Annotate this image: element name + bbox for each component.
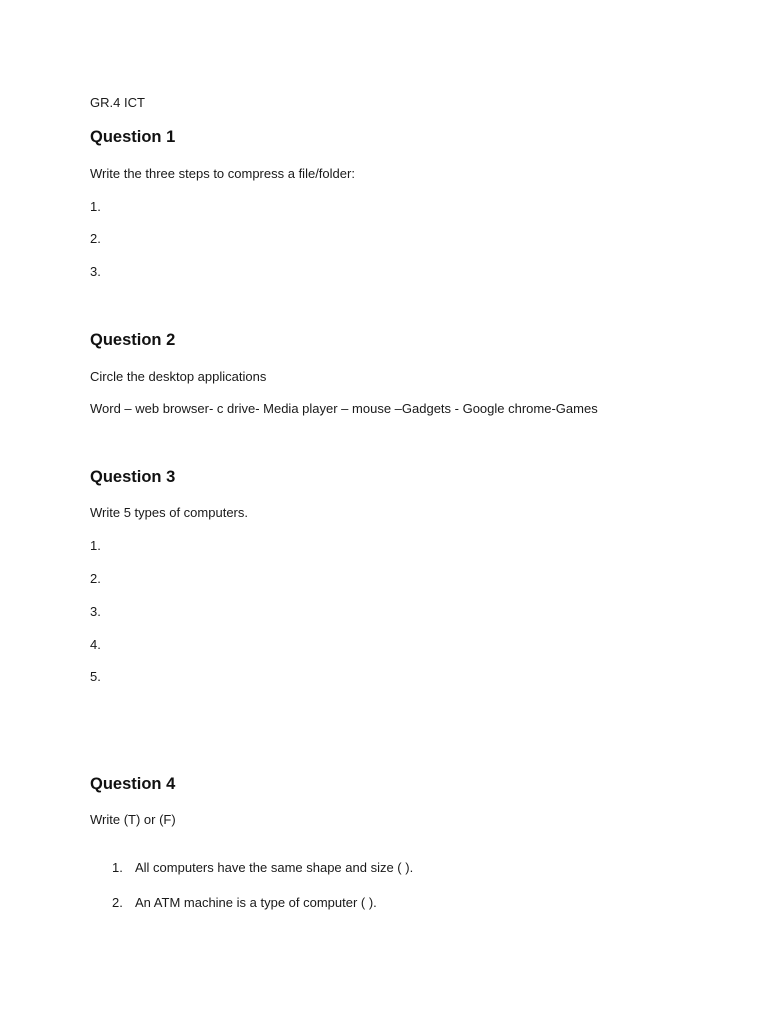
question-4-item-1-text: All computers have the same shape and size ( ). <box>135 860 414 875</box>
question-3-line-3: 3. <box>90 604 101 619</box>
question-2-title: Question 2 <box>90 331 176 349</box>
question-3-line-4: 4. <box>90 637 101 652</box>
question-3-line-2: 2. <box>90 571 101 586</box>
question-1-line-1: 1. <box>90 199 101 214</box>
document-header: GR.4 ICT <box>90 95 145 110</box>
question-1-title: Question 1 <box>90 128 176 146</box>
question-1-line-3: 3. <box>90 264 101 279</box>
question-3-title: Question 3 <box>90 468 176 486</box>
question-4-item-2-number: 2. <box>112 895 123 910</box>
question-3-prompt: Write 5 types of computers. <box>90 505 248 520</box>
question-1-prompt: Write the three steps to compress a file/folder: <box>90 166 355 181</box>
question-3-line-5: 5. <box>90 669 101 684</box>
question-4-title: Question 4 <box>90 775 176 793</box>
question-4-prompt: Write (T) or (F) <box>90 812 176 827</box>
question-3-line-1: 1. <box>90 538 101 553</box>
question-2-options: Word – web browser- c drive- Media player – mouse –Gadgets - Google chrome-Games <box>90 401 598 416</box>
question-4-item-2-text: An ATM machine is a type of computer ( ). <box>135 895 377 910</box>
question-4-item-1-number: 1. <box>112 860 123 875</box>
question-2-prompt: Circle the desktop applications <box>90 369 267 384</box>
question-1-line-2: 2. <box>90 231 101 246</box>
